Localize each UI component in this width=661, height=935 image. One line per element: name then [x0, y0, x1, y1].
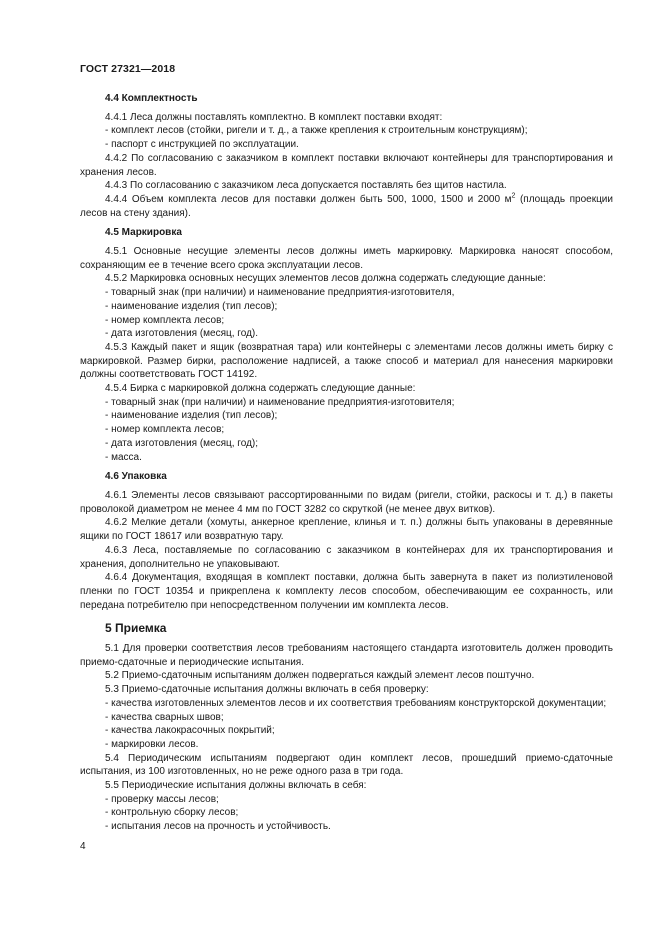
paragraph-4-5-3: 4.5.3 Каждый пакет и ящик (возвратная тара) или контейнеры с элементами лесов должны иметь бирку с маркировкой. Размер бирки, расположение надписей, а также способ и материал для нанесения маркировки должны соответствовать ГОСТ 14192.: [80, 341, 613, 381]
list-item: - дата изготовления (месяц, год).: [105, 328, 259, 340]
superscript-2: 2: [511, 192, 516, 200]
list-item: - качества изготовленных элементов лесов и их соответствия требованиям конструкторской документации;: [105, 697, 607, 709]
paragraph-5-4: 5.4 Периодическим испытаниям подвергают один комплект лесов, прошедший приемо-сдаточные испытания, из 100 изготовленных, но не реже одного раза в три года.: [80, 752, 613, 778]
paragraph-4-6-3: 4.6.3 Леса, поставляемые по согласованию с заказчиком в контейнерах для их транспортирования и хранения, дополнительно не упаковывают.: [80, 544, 613, 570]
paragraph-5-1: 5.1 Для проверки соответствия лесов требованиям настоящего стандарта изготовитель должен проводить приемо-сдаточные и периодические испытания.: [80, 643, 613, 668]
list-item: - дата изготовления (месяц, год);: [105, 437, 259, 449]
document-body: [80, 92, 613, 834]
paragraph-4-6-4: 4.6.4 Документация, входящая в комплект поставки, должна быть завернута в пакет из полиэтиленовой пленки по ГОСТ 10354 и прикреплена к комплекту лесов способом, обеспечивающим ее сохранность, или передана потребителю при непосредственном получении им комплекта лесов.: [80, 572, 613, 611]
list-item: - контрольную сборку лесов;: [105, 807, 239, 819]
list-item: - маркировки лесов.: [105, 738, 199, 750]
paragraph-4-5-4: 4.5.4 Бирка с маркировкой должна содержать следующие данные:: [105, 383, 416, 395]
paragraph-4-6-2: 4.6.2 Мелкие детали (хомуты, анкерное крепление, клинья и т. п.) должны быть упакованы в деревянные ящики по ГОСТ 18617 или возвратную тару.: [80, 517, 613, 543]
list-item: - качества сварных швов;: [105, 711, 224, 723]
list-item: - паспорт с инструкцией по эксплуатации.: [105, 139, 299, 151]
document-header: ГОСТ 27321—2018: [80, 63, 176, 75]
subsection-title-4-6: 4.6 Упаковка: [105, 471, 167, 483]
list-item: - качества лакокрасочных покрытий;: [105, 725, 275, 737]
list-item: - масса.: [105, 451, 142, 463]
section-title-5: 5 Приемка: [105, 621, 167, 636]
list-item: - наименование изделия (тип лесов);: [105, 300, 278, 312]
list-item: - проверку массы лесов;: [105, 793, 219, 805]
paragraph-5-5: 5.5 Периодические испытания должны включать в себя:: [105, 780, 367, 792]
list-item: - номер комплекта лесов;: [105, 424, 225, 436]
subsection-title-4-5: 4.5 Маркировка: [105, 227, 182, 239]
paragraph-4-4-2: 4.4.2 По согласованию с заказчиком в комплект поставки включают контейнеры для транспортирования и хранения лесов.: [80, 152, 613, 178]
subsection-title-4-4: 4.4 Комплектность: [105, 93, 198, 104]
paragraph-5-2: 5.2 Приемо-сдаточным испытаниям должен подвергаться каждый элемент лесов поштучно.: [105, 670, 535, 682]
paragraph-4-4-4: [80, 193, 613, 220]
paragraph-4-4-4-tail: (площадь проекции лесов на стену здания).: [80, 193, 613, 219]
paragraph-4-5-1: 4.5.1 Основные несущие элементы лесов должны иметь маркировку. Маркировка наносят способом, сохраняющим ее в течение всего срока эксплуатации лесов.: [80, 246, 613, 271]
paragraph-4-6-1: 4.6.1 Элементы лесов связывают рассортированными по видам (ригели, стойки, раскосы и т. д.) в пакеты проволокой диаметром не менее 4 мм по ГОСТ 3282 со скруткой (не менее двух витков).: [80, 489, 613, 515]
list-item: - товарный знак (при наличии) и наименование предприятия-изготовителя;: [105, 396, 455, 408]
paragraph-5-3: 5.3 Приемо-сдаточные испытания должны включать в себя проверку:: [105, 684, 429, 696]
list-item: - номер комплекта лесов;: [105, 314, 225, 326]
list-item: - наименование изделия (тип лесов);: [105, 410, 278, 422]
list-item: - товарный знак (при наличии) и наименование предприятия-изготовителя,: [105, 287, 455, 299]
list-item: - комплект лесов (стойки, ригели и т. д., а также крепления к строительным конструкциям);: [105, 125, 528, 137]
list-item: - испытания лесов на прочность и устойчивость.: [105, 821, 331, 833]
page-number: 4: [80, 841, 86, 852]
paragraph-4-4-4-text: 4.4.4 Объем комплекта лесов для поставки должен быть 500, 1000, 1500 и 2000 м: [105, 193, 512, 205]
paragraph-4-5-2: 4.5.2 Маркировка основных несущих элементов лесов должна содержать следующие данные:: [105, 273, 546, 285]
paragraph-4-4-1: 4.4.1 Леса должны поставлять комплектно. В комплект поставки входят:: [105, 111, 443, 123]
paragraph-4-4-3: 4.4.3 По согласованию с заказчиком леса допускается поставлять без щитов настила.: [105, 180, 507, 192]
